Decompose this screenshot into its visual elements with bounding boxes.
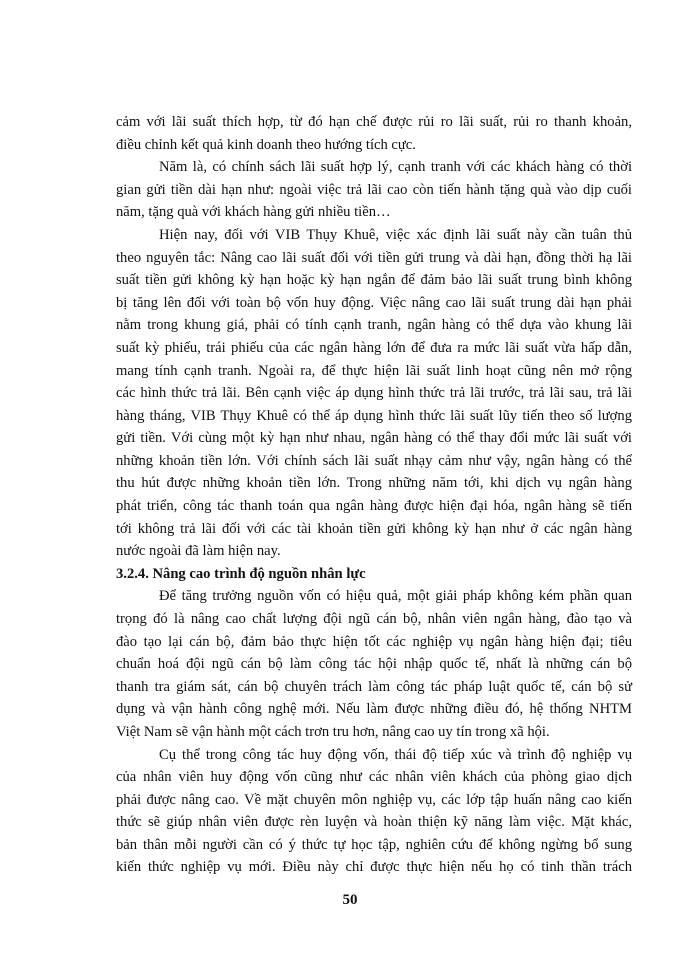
text-line: kiến thức nghiệp vụ mới. Điều này chỉ được thực hiện nếu họ có tinh thần trách (116, 859, 632, 876)
text-line: của nhân viên huy động vốn cũng như các nhân viên khách của phòng giao dịch (116, 769, 632, 786)
text-line: tới không trả lãi đối với các tài khoản tiền gửi không kỳ hạn như ở các ngân hàng (116, 520, 632, 537)
text-line: Năm là, có chính sách lãi suất hợp lý, cạnh tranh với các khách hàng có thời (159, 159, 632, 176)
text-line: các hình thức trả lãi. Bên cạnh việc áp dụng hình thức trả lãi trước, trả lãi sau, trả lãi (116, 385, 632, 402)
text-line: bản thân mỗi người cần có ý thức tự học tập, nghiên cứu để không ngừng bổ sung (116, 836, 632, 853)
text-line: gửi tiền. Với cùng một kỳ hạn như nhau, ngân hàng có thể thay đổi mức lãi suất với (116, 430, 632, 447)
text-line: thức sẽ giúp nhân viên được rèn luyện và hoàn thiện kỹ năng làm việc. Mặt khác, (116, 814, 632, 831)
text-line: cảm với lãi suất thích hợp, từ đó hạn chế được rủi ro lãi suất, rủi ro thanh khoản, (116, 114, 632, 130)
text-line: phải được nâng cao. Về mặt chuyên môn nghiệp vụ, các lớp tập huấn nâng cao kiến (116, 791, 632, 808)
text-line: suất tiền gửi không kỳ hạn hoặc kỳ hạn ngắn để đảm bảo lãi suất trung bình không (116, 272, 632, 289)
text-line: gian gửi tiền dài hạn như: ngoài việc trả lãi cao còn tiến hành tặng quà vào dịp cuối (116, 181, 632, 198)
text-line: bị tăng lên đối với toàn bộ vốn huy động. Việc nâng cao lãi suất trung dài hạn phải (116, 294, 632, 311)
text-line: dụng và vận hành công nghệ mới. Nếu làm được những điều đó, hệ thống NHTM (116, 701, 632, 718)
text-line: mang tính cạnh tranh. Ngoài ra, để thực hiện lãi suất linh hoạt cũng nên mở rộng (116, 362, 632, 379)
text-line: Hiện nay, đối với VIB Thụy Khuê, việc xác định lãi suất này cần tuân thủ (159, 226, 632, 243)
text-line: Việt Nam sẽ vận hành một cách trơn tru hơn, nâng cao uy tín trong xã hội. (116, 723, 550, 740)
text-line: năm, tặng quà với khách hàng gửi nhiều tiền… (116, 204, 391, 221)
text-line: suất kỳ phiếu, trái phiếu của các ngân hàng lớn để đưa ra mức lãi suất vừa hấp dẫn, (116, 339, 632, 356)
text-line: Để tăng trưởng nguồn vốn có hiệu quả, một giải pháp không kém phần quan (159, 588, 632, 605)
text-line: thanh tra giám sát, cán bộ chuyên trách làm công tác pháp luật quốc tế, cán bộ sử (116, 678, 632, 695)
text-line: điều chỉnh kết quả kinh doanh theo hướng tích cực. (116, 136, 416, 153)
section-heading: 3.2.4. Nâng cao trình độ nguồn nhân lực (116, 565, 366, 582)
text-line: Cụ thể trong công tác huy động vốn, thái độ tiếp xúc và trình độ nghiệp vụ (159, 746, 632, 763)
text-line: theo nguyên tắc: Nâng cao lãi suất đối với tiền gửi trung và dài hạn, đồng thời hạ lãi (116, 249, 632, 266)
text-line: phát triển, công tác thanh toán qua ngân hàng được hiện đại hóa, ngân hàng sẽ tiến (116, 498, 632, 514)
text-line: nằm trong khung giá, phải có tính cạnh tranh, ngân hàng có thể dựa vào khung lãi (116, 317, 632, 334)
text-line: những khoản tiền lớn. Với chính sách lãi suất nhạy cảm như vậy, ngân hàng có thể (116, 452, 632, 469)
text-line: hàng tháng, VIB Thụy Khuê có thể áp dụng hình thức lãi suất lũy tiến theo số lượng (116, 407, 632, 424)
text-line: thu hút được những khoản tiền lớn. Trong những năm tới, khi dịch vụ ngân hàng (116, 475, 632, 492)
text-line: chuẩn hoá đội ngũ cán bộ làm công tác hội nhập quốc tế, nhất là những cán bộ (116, 656, 632, 673)
page-number: 50 (342, 892, 358, 908)
text-line: trọng đó là nâng cao chất lượng đội ngũ cán bộ, nhân viên ngân hàng, đào tạo và (116, 610, 632, 627)
text-line: đào tạo lại cán bộ, đảm bảo thực hiện tốt các nghiệp vụ ngân hàng hiện đại; tiêu (116, 633, 632, 650)
text-line: nước ngoài đã làm hiện nay. (116, 543, 281, 560)
